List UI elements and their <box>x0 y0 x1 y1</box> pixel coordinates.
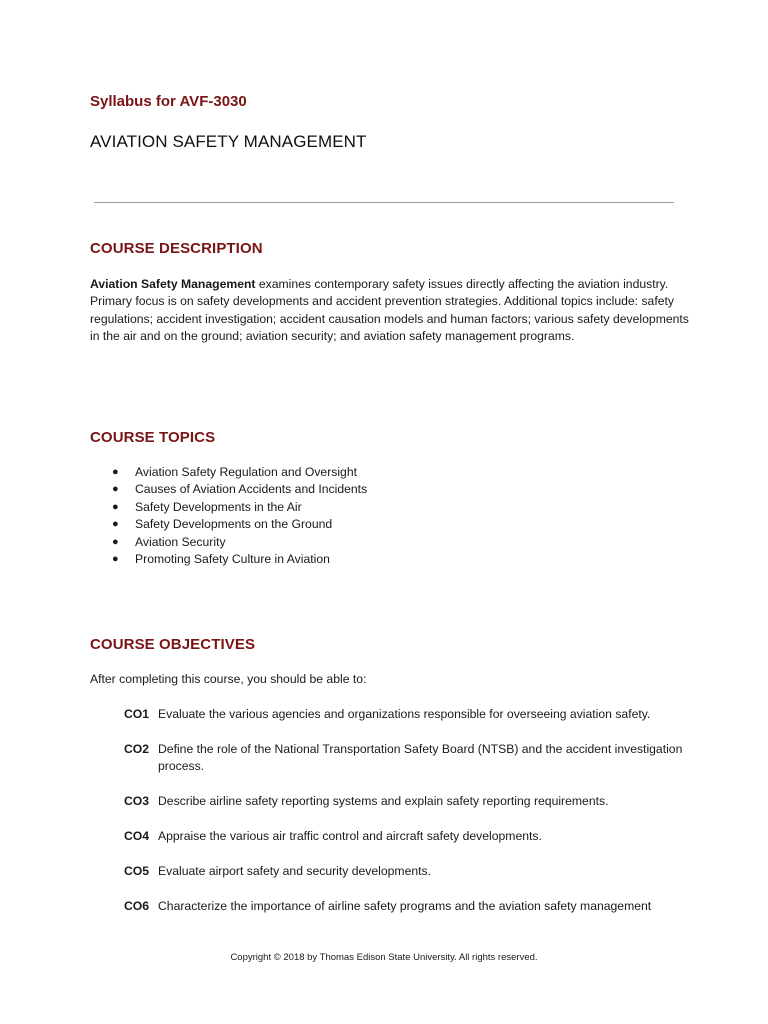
topic-label: Promoting Safety Culture in Aviation <box>135 551 330 566</box>
topic-label: Aviation Security <box>135 534 226 549</box>
list-item <box>90 534 367 551</box>
course-description-text <box>90 276 690 346</box>
syllabus-label: Syllabus for AVF-3030 <box>90 93 247 110</box>
objective-code: CO2 <box>124 742 150 756</box>
list-item <box>90 499 367 516</box>
objective-text: Define the role of the National Transportation Safety Board (NTSB) and the accident investigation process. <box>158 742 683 774</box>
objective-item <box>124 741 684 776</box>
course-description-heading: COURSE DESCRIPTION <box>90 240 263 257</box>
course-objectives-heading: COURSE OBJECTIVES <box>90 636 256 653</box>
header-divider <box>94 202 674 203</box>
bullet-icon: ● <box>112 535 119 548</box>
objective-code: CO5 <box>124 864 150 878</box>
objective-text: Evaluate airport safety and security developments. <box>158 864 432 878</box>
objective-text: Appraise the various air traffic control and aircraft safety developments. <box>158 829 542 843</box>
topic-label: Safety Developments in the Air <box>135 499 302 514</box>
topic-label: Causes of Aviation Accidents and Incidents <box>135 482 368 497</box>
topic-label: Aviation Safety Regulation and Oversight <box>135 465 357 479</box>
list-item <box>90 551 367 568</box>
objective-text: Evaluate the various agencies and organizations responsible for overseeing aviation safety. <box>158 707 651 721</box>
objective-item <box>124 706 684 723</box>
list-item <box>90 464 367 481</box>
objective-code: CO6 <box>124 899 150 913</box>
bullet-icon: ● <box>112 518 119 531</box>
course-topics-heading: COURSE TOPICS <box>90 429 216 446</box>
objective-code: CO4 <box>124 829 150 843</box>
objective-text: Describe airline safety reporting systems and explain safety reporting requirements. <box>158 794 609 808</box>
copyright-footer: Copyright © 2018 by Thomas Edison State University. All rights reserved. <box>230 952 538 963</box>
bullet-icon: ● <box>112 466 119 478</box>
bullet-icon: ● <box>112 500 119 513</box>
course-description-body: examines contemporary safety issues directly affecting the aviation industry. Primary focus is on safety developments and accident prevention strategies. Additional topics include: safety regulations; accident investigation; accident causation models and human factors; various safety developments in the air and on the ground; aviation security; and aviation safety management programs. <box>90 277 689 344</box>
bullet-icon: ● <box>112 483 119 496</box>
course-topics-list <box>90 464 367 568</box>
course-name-bold: Aviation Safety Management <box>90 277 256 291</box>
objective-text: Characterize the importance of airline safety programs and the aviation safety management <box>158 899 652 913</box>
bullet-icon: ● <box>112 552 119 565</box>
objective-item <box>124 793 684 810</box>
objective-item <box>124 863 684 880</box>
list-item <box>90 481 367 498</box>
objective-code: CO3 <box>124 794 150 808</box>
list-item <box>90 516 367 533</box>
objective-code: CO1 <box>124 707 150 721</box>
objectives-intro: After completing this course, you should be able to: <box>90 672 367 686</box>
topic-label: Safety Developments on the Ground <box>135 517 333 532</box>
course-title: AVIATION SAFETY MANAGEMENT <box>90 132 367 151</box>
objective-item <box>124 828 684 845</box>
objective-item <box>124 898 684 915</box>
